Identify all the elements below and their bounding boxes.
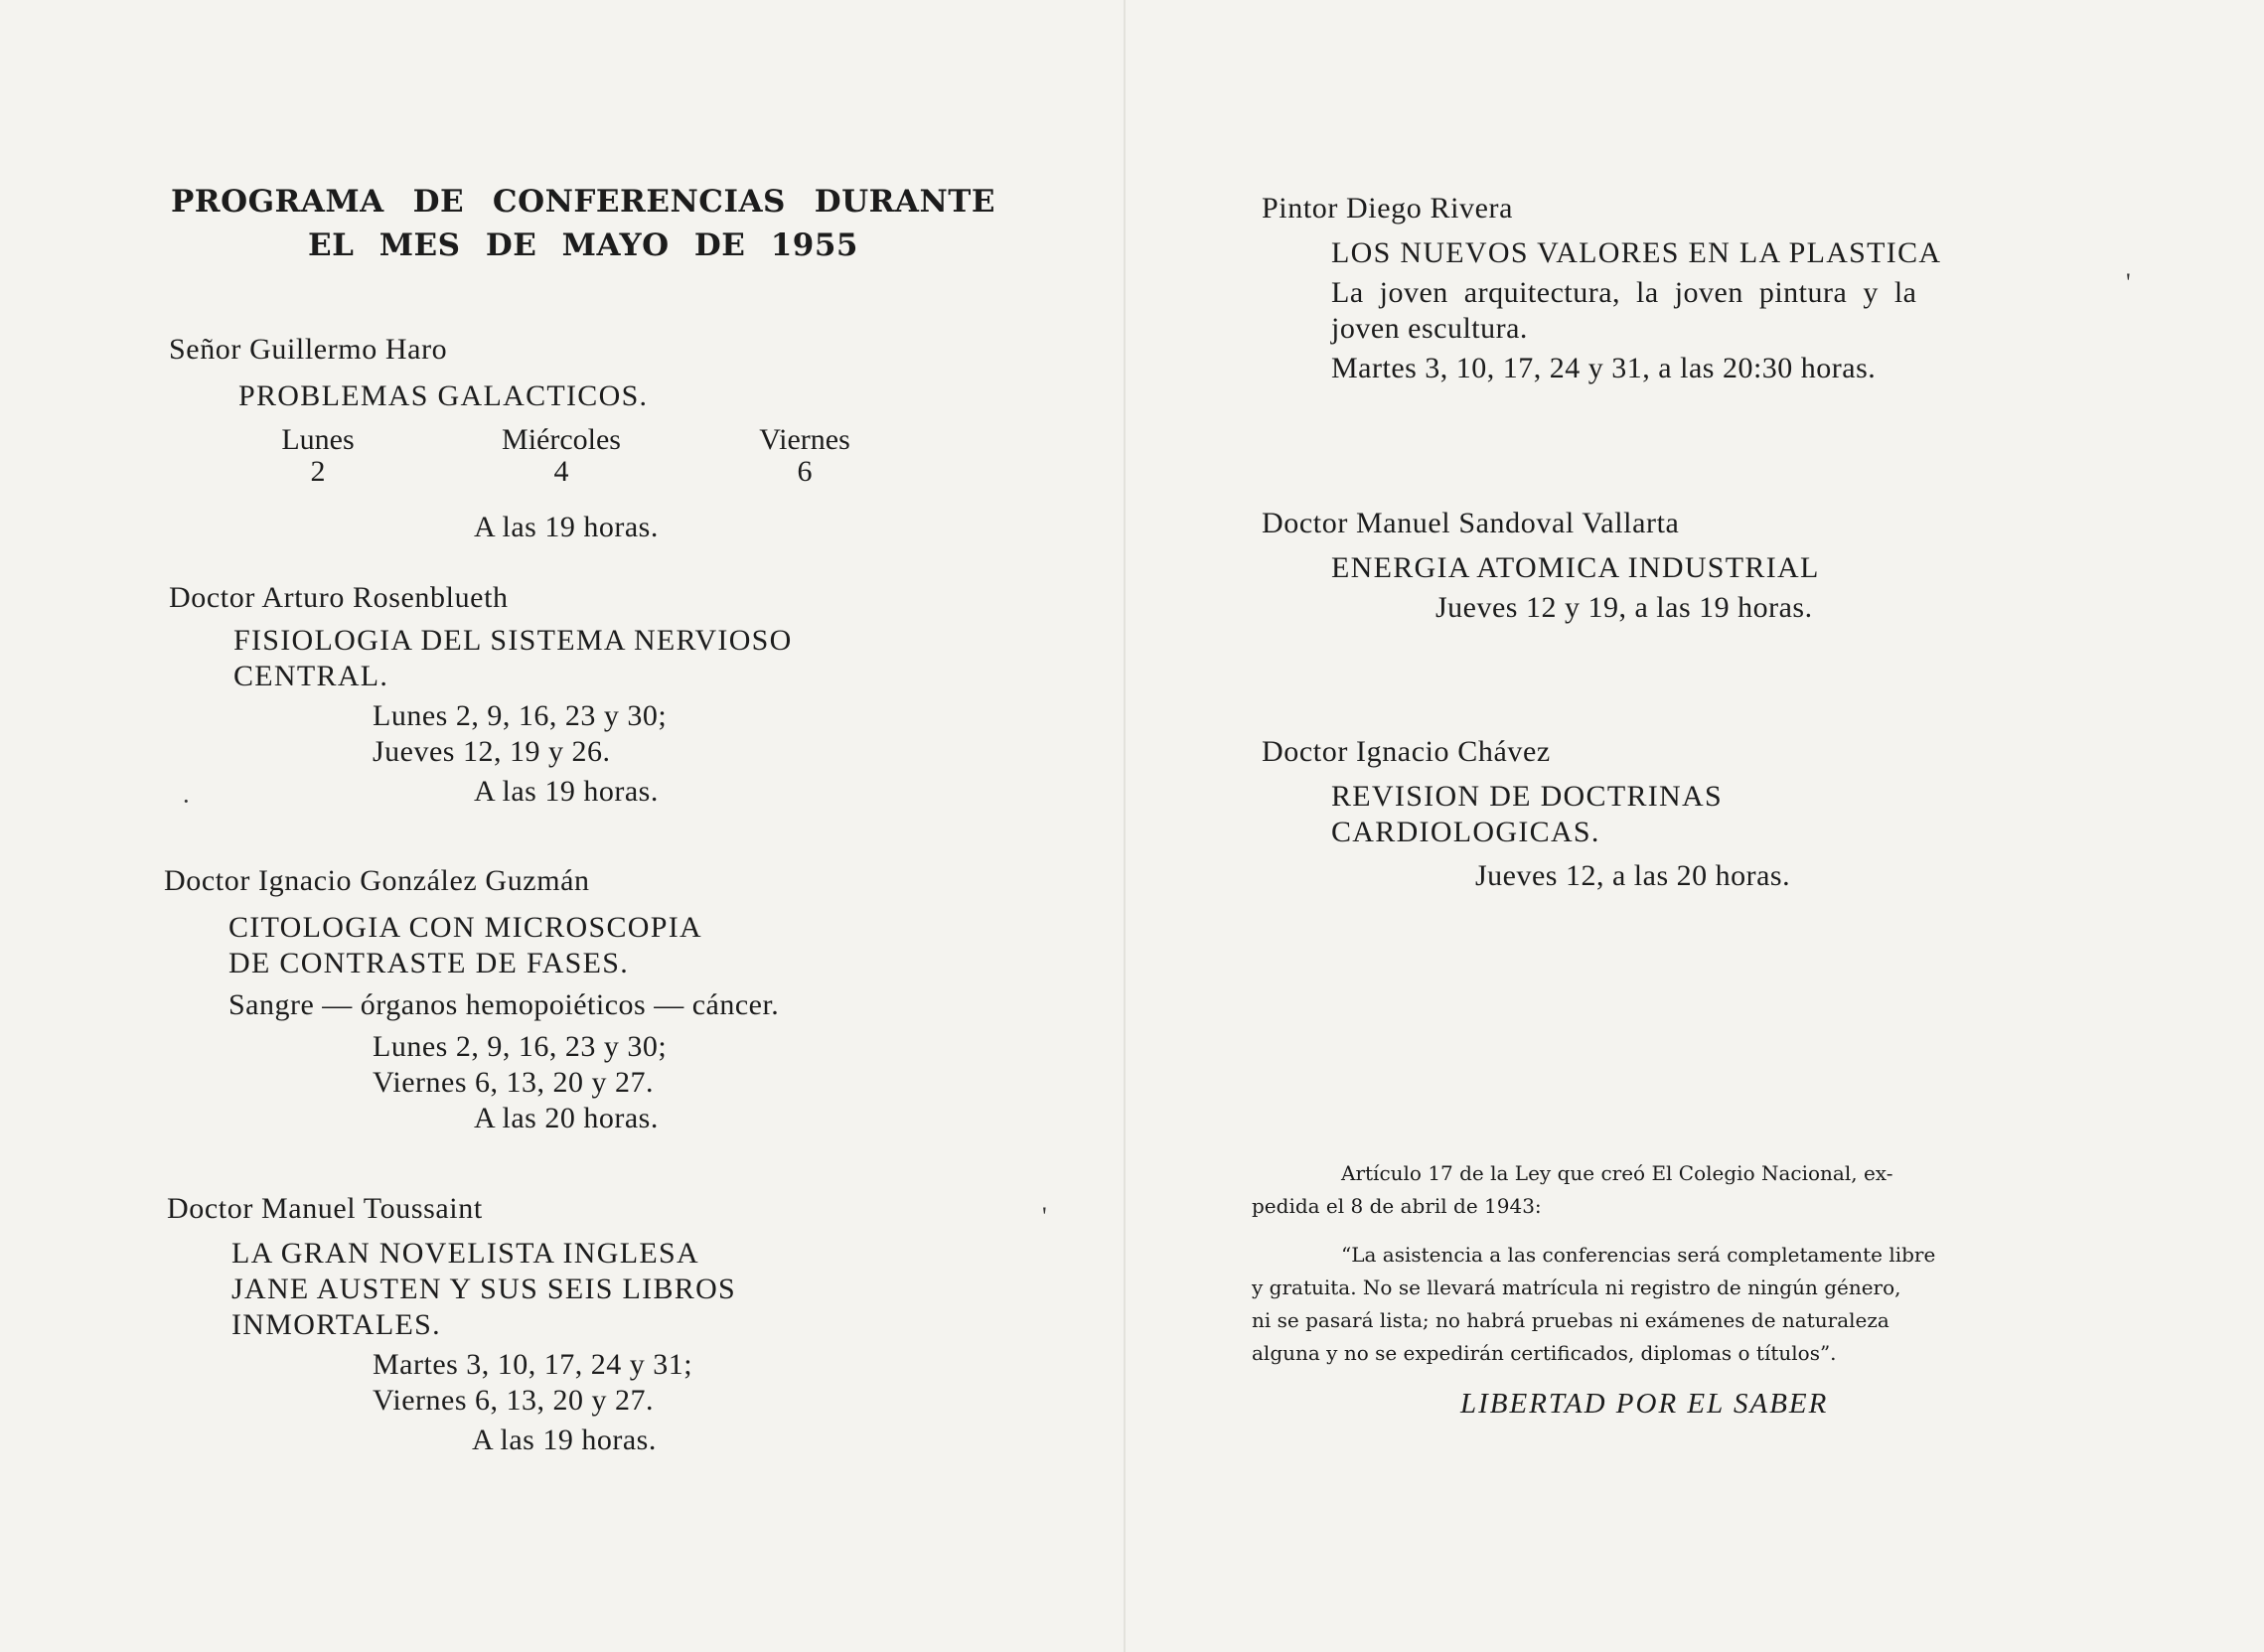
lecture-topic: JANE AUSTEN Y SUS SEIS LIBROS [231, 1273, 737, 1305]
lecture-schedule: Jueves 12, 19 y 26. [373, 735, 611, 768]
lecture-sandoval [1262, 507, 2156, 626]
day-name: Viernes [759, 423, 850, 456]
speaker-name: Doctor Manuel Sandoval Vallarta [1262, 507, 1680, 539]
law-quote: ni se pasará lista; no habrá pruebas ni exámenes de naturaleza [1252, 1308, 1889, 1332]
day-name: Miércoles [502, 423, 621, 456]
lecture-subtitle: Sangre — órganos hemopoiéticos — cáncer. [228, 988, 780, 1021]
lecture-time: A las 19 horas. [472, 1424, 657, 1456]
lecture-schedule: Viernes 6, 13, 20 y 27. [373, 1066, 654, 1099]
law-article [1252, 1157, 2116, 1421]
lecture-time: A las 19 horas. [474, 775, 659, 808]
lecture-topic: ENERGIA ATOMICA INDUSTRIAL [1331, 551, 1820, 584]
lecture-days [238, 424, 884, 488]
speaker-name: Doctor Manuel Toussaint [167, 1192, 483, 1225]
center-fold [1124, 0, 1126, 1652]
speaker-name: Señor Guillermo Haro [169, 333, 448, 366]
lecture-topic: DE CONTRASTE DE FASES. [228, 947, 630, 979]
lecture-gonzalez [164, 864, 1078, 1136]
lecture-topic: CARDIOLOGICAS. [1331, 816, 1600, 848]
lecture-time: A las 20 horas. [474, 1102, 659, 1134]
lecture-schedule: Lunes 2, 9, 16, 23 y 30; [373, 1030, 668, 1063]
stray-mark: ' [1042, 1202, 1047, 1231]
lecture-topic: LOS NUEVOS VALORES EN LA PLASTICA [1331, 236, 1942, 269]
lecture-schedule: Lunes 2, 9, 16, 23 y 30; [373, 699, 668, 732]
lecture-topic: INMORTALES. [231, 1308, 441, 1341]
lecture-time: Jueves 12 y 19, a las 19 horas. [1435, 591, 1813, 624]
day-name: Lunes [281, 423, 355, 456]
stray-mark: · [182, 787, 191, 816]
law-quote: “La asistencia a las conferencias será completamente libre [1341, 1243, 1936, 1267]
lecture-time: Jueves 12, a las 20 horas. [1475, 859, 1791, 892]
lecture-time: Martes 3, 10, 17, 24 y 31, a las 20:30 horas. [1331, 352, 1877, 384]
speaker-name: Doctor Ignacio Chávez [1262, 735, 1551, 768]
speaker-name: Doctor Ignacio González Guzmán [164, 864, 590, 897]
lecture-topic: CITOLOGIA CON MICROSCOPIA [228, 911, 702, 944]
left-page [159, 184, 1033, 1456]
law-quote: alguna y no se expedirán certificados, diplomas o títulos”. [1252, 1341, 1837, 1365]
law-intro: Artículo 17 de la Ley que creó El Colegio Nacional, ex- [1341, 1161, 1893, 1185]
title-word: PROGRAMA [171, 184, 384, 220]
lecture-time: A las 19 horas. [474, 511, 659, 543]
title-word: DURANTE [814, 184, 995, 220]
lecture-topic: CENTRAL. [233, 660, 389, 692]
lecture-topic: LA GRAN NOVELISTA INGLESA [231, 1237, 699, 1270]
speaker-name: Doctor Arturo Rosenblueth [169, 581, 509, 614]
program-title [159, 184, 1033, 263]
lecture-description: La joven arquitectura, la joven pintura y la [1331, 276, 1917, 309]
speaker-name: Pintor Diego Rivera [1262, 192, 1514, 225]
lecture-topic: PROBLEMAS GALACTICOS. [238, 379, 649, 412]
lecture-schedule: Viernes 6, 13, 20 y 27. [373, 1384, 654, 1417]
stray-mark: ' [2126, 268, 2131, 297]
law-quote: y gratuita. No se llevará matrícula ni registro de ningún género, [1252, 1276, 1901, 1299]
lecture-toussaint [167, 1192, 1081, 1458]
law-intro: pedida el 8 de abril de 1943: [1252, 1194, 1542, 1218]
motto: LIBERTAD POR EL SABER [1460, 1388, 1829, 1420]
title-word: DE [412, 184, 465, 220]
day-number: 6 [797, 455, 813, 488]
day-number: 2 [310, 455, 326, 488]
lecture-rosenblueth [169, 581, 1063, 810]
lecture-description: joven escultura. [1331, 312, 1528, 345]
lecture-haro [169, 333, 1063, 545]
title-line-2: EL MES DE MAYO DE 1955 [308, 227, 858, 263]
title-word: CONFERENCIAS [492, 184, 786, 220]
lecture-chavez [1262, 735, 2156, 894]
lecture-schedule: Martes 3, 10, 17, 24 y 31; [373, 1348, 693, 1381]
lecture-topic: REVISION DE DOCTRINAS [1331, 780, 1723, 813]
lecture-topic: FISIOLOGIA DEL SISTEMA NERVIOSO [233, 624, 793, 657]
day-number: 4 [553, 455, 569, 488]
lecture-rivera [1262, 192, 2156, 386]
